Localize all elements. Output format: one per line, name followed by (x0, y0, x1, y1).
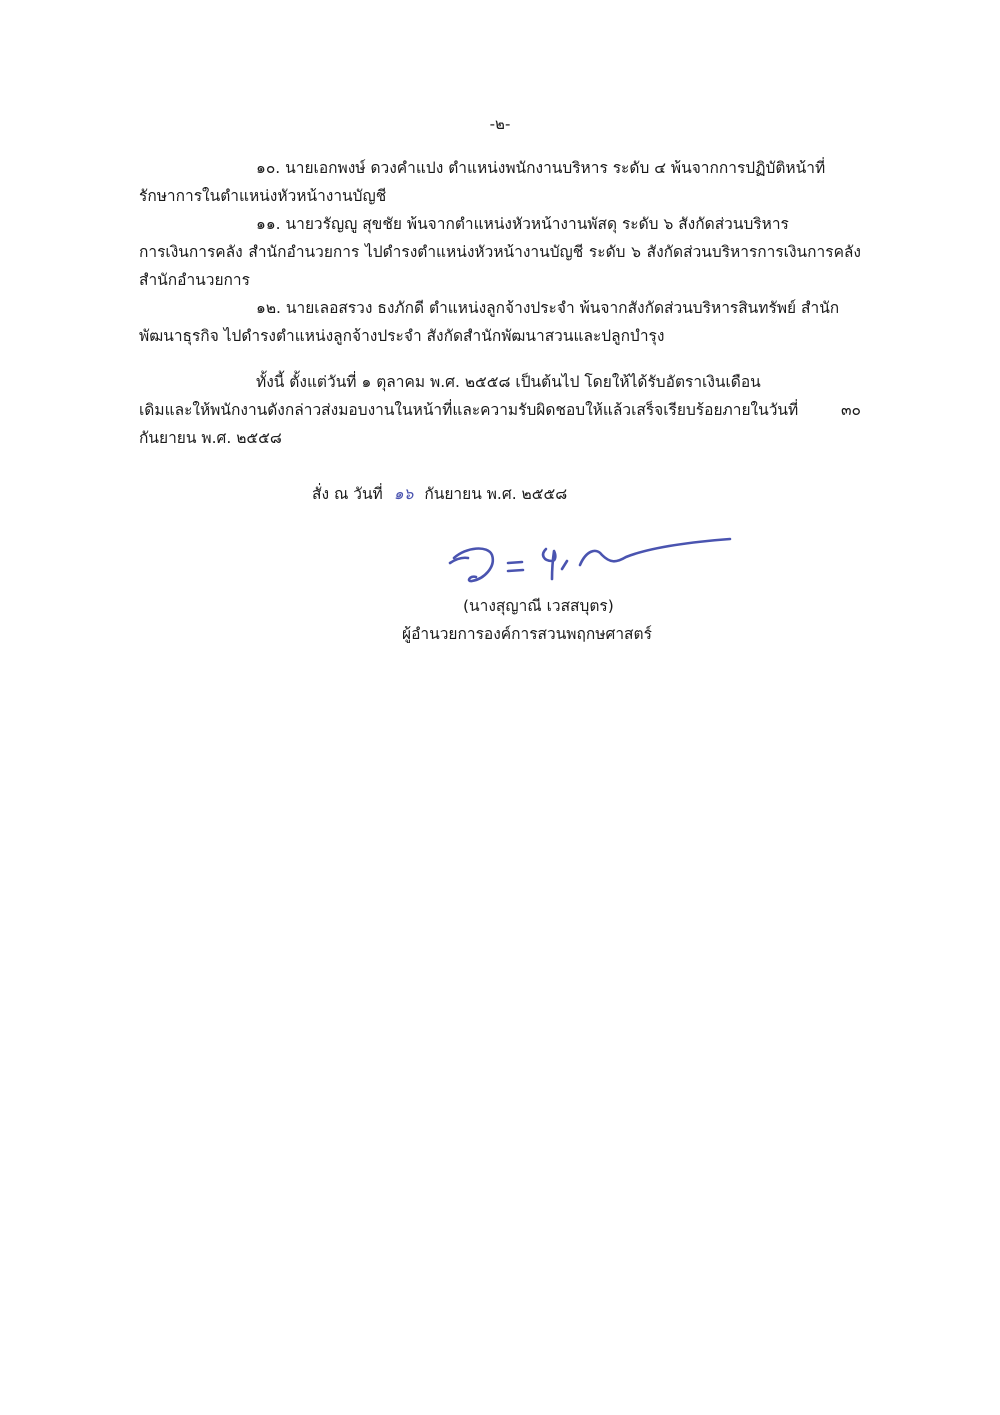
order-date-line (312, 480, 567, 508)
document-body (139, 154, 861, 452)
order-date-suffix: กันยายน พ.ศ. ๒๕๕๘ (424, 485, 568, 503)
paragraph-first-line: ๑๑. นายวรัญญู สุขชัย พ้นจากตำแหน่งหัวหน้างานพัสดุ ระดับ ๖ สังกัดส่วนบริหาร (256, 215, 789, 233)
paragraph-item-10 (139, 154, 861, 210)
signer-title: ผู้อำนวยการองค์การสวนพฤกษศาสตร์ (402, 625, 652, 643)
order-date-day: ๑๖ (393, 485, 414, 503)
effective-date-paragraph (139, 368, 861, 452)
handwritten-signature (440, 525, 740, 595)
paragraph-gap (139, 350, 861, 368)
paragraph-continuation: การเงินการคลัง สำนักอำนวยการ ไปดำรงตำแหน่งหัวหน้างานบัญชี ระดับ ๖ สังกัดส่วนบริหารการเงินการคลัง สำนักอำนวยการ (139, 243, 861, 289)
signer-name: (นางสุญาณี เวสสบุตร) (463, 597, 614, 615)
paragraph-continuation: เดิมและให้พนักงานดังกล่าวส่งมอบงานในหน้าที่และความรับผิดชอบให้แล้วเสร็จเรียบร้อยภายในวันที่ ๓๐ กันยายน พ.ศ. ๒๕๕๘ (139, 401, 861, 447)
paragraph-first-line: ๑๐. นายเอกพงษ์ ดวงคำแปง ตำแหน่งพนักงานบริหาร ระดับ ๔ พ้นจากการปฏิบัติหน้าที่ (256, 159, 826, 177)
paragraph-continuation: พัฒนาธุรกิจ ไปดำรงตำแหน่งลูกจ้างประจำ สังกัดสำนักพัฒนาสวนและปลูกบำรุง (139, 327, 665, 345)
page-number: -๒- (489, 115, 511, 133)
paragraph-item-12 (139, 294, 861, 350)
paragraph-first-line: ทั้งนี้ ตั้งแต่วันที่ ๑ ตุลาคม พ.ศ. ๒๕๕๘ เป็นต้นไป โดยให้ได้รับอัตราเงินเดือน (256, 373, 761, 391)
paragraph-item-11 (139, 210, 861, 294)
order-date-prefix: สั่ง ณ วันที่ (312, 485, 383, 503)
paragraph-first-line: ๑๒. นายเลอสรวง ธงภักดี ตำแหน่งลูกจ้างประจำ พ้นจากสังกัดส่วนบริหารสินทรัพย์ สำนัก (256, 299, 840, 317)
paragraph-continuation: รักษาการในตำแหน่งหัวหน้างานบัญชี (139, 187, 387, 205)
